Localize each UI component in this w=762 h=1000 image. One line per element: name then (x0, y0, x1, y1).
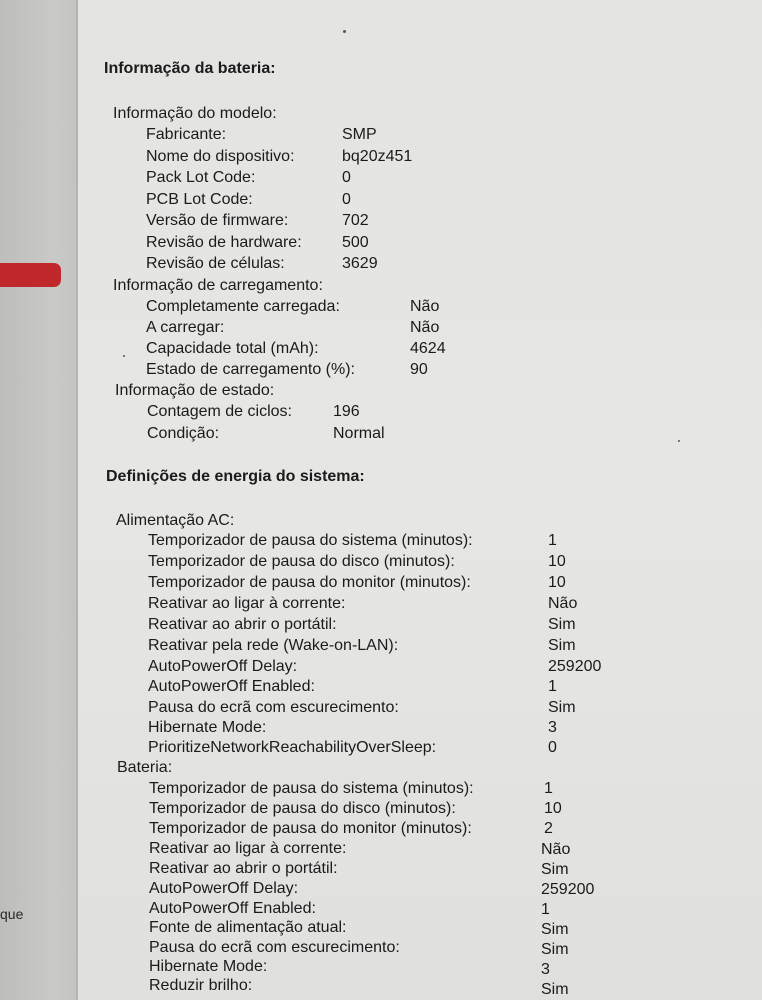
ac-item-value: 3 (548, 719, 557, 736)
battery-power-item-label: AutoPowerOff Enabled: (149, 900, 316, 917)
battery-power-label: Bateria: (117, 759, 173, 776)
battery-power-item-value: 1 (544, 780, 553, 797)
ac-item-label: AutoPowerOff Delay: (148, 658, 298, 675)
charge-item-value: 4624 (410, 340, 446, 357)
model-item-value: 0 (342, 169, 351, 186)
battery-power-item-value: Sim (541, 921, 569, 938)
model-item-value: 0 (342, 191, 351, 208)
ac-power-label: Alimentação AC: (116, 512, 235, 529)
ac-item-value: 1 (548, 532, 557, 549)
battery-power-item-label: Temporizador de pausa do disco (minutos): (149, 800, 456, 817)
sidebar-selected-item[interactable] (0, 263, 61, 287)
ac-item-label: AutoPowerOff Enabled: (148, 678, 315, 695)
charge-item-label: Capacidade total (mAh): (146, 340, 319, 357)
status-item-value: 196 (333, 403, 360, 420)
ac-item-label: Temporizador de pausa do sistema (minutos): (148, 532, 473, 549)
charge-item-value: Não (410, 319, 440, 336)
model-item-label: Revisão de hardware: (146, 234, 302, 251)
screen-speck (678, 440, 680, 442)
model-item-value: bq20z451 (342, 148, 413, 165)
ac-item-value: 1 (548, 678, 557, 695)
ac-item-label: PrioritizeNetworkReachabilityOverSleep: (148, 739, 437, 756)
charge-info-label: Informação de carregamento: (113, 277, 323, 294)
battery-power-item-label: Fonte de alimentação atual: (149, 919, 347, 936)
battery-power-item-value: 1 (541, 901, 550, 918)
ac-item-value: 259200 (548, 658, 602, 675)
ac-item-value: Não (548, 595, 578, 612)
model-item-value: SMP (342, 126, 377, 143)
ac-item-value: Sim (548, 616, 576, 633)
ac-item-value: Sim (548, 699, 576, 716)
ac-item-value: 10 (548, 553, 566, 570)
screen-speck (343, 30, 346, 33)
ac-item-label: Reativar pela rede (Wake-on-LAN): (148, 637, 399, 654)
model-item-label: Revisão de células: (146, 255, 285, 272)
screen-speck (123, 355, 125, 357)
charge-item-label: Estado de carregamento (%): (146, 361, 355, 378)
status-item-label: Condição: (147, 425, 220, 442)
battery-power-item-value: 2 (544, 820, 553, 837)
battery-power-item-label: Reativar ao abrir o portátil: (149, 860, 338, 877)
ac-item-label: Reativar ao abrir o portátil: (148, 616, 337, 633)
battery-power-item-value: 3 (541, 961, 550, 978)
model-item-label: Fabricante: (146, 126, 227, 143)
model-item-value: 500 (342, 234, 369, 251)
sidebar (0, 0, 78, 1000)
charge-item-label: A carregar: (146, 319, 225, 336)
status-item-value: Normal (333, 425, 385, 442)
battery-power-item-value: 259200 (541, 881, 595, 898)
battery-power-item-value: Sim (541, 861, 569, 878)
ac-item-label: Pausa do ecrã com escurecimento: (148, 699, 399, 716)
battery-power-item-label: Reativar ao ligar à corrente: (149, 840, 347, 857)
model-info-label: Informação do modelo: (113, 105, 277, 122)
battery-power-item-value: Não (541, 841, 571, 858)
ac-item-label: Temporizador de pausa do monitor (minutos): (148, 574, 471, 591)
ac-item-value: 0 (548, 739, 557, 756)
ac-item-value: 10 (548, 574, 566, 591)
status-info-label: Informação de estado: (115, 382, 275, 399)
power-settings-title: Definições de energia do sistema: (106, 468, 365, 485)
model-item-label: PCB Lot Code: (146, 191, 253, 208)
charge-item-value: Não (410, 298, 440, 315)
model-item-label: Nome do dispositivo: (146, 148, 295, 165)
status-item-label: Contagem de ciclos: (147, 403, 292, 420)
charge-item-value: 90 (410, 361, 428, 378)
battery-power-item-label: AutoPowerOff Delay: (149, 880, 299, 897)
battery-power-item-label: Temporizador de pausa do monitor (minutos): (149, 820, 472, 837)
ac-item-value: Sim (548, 637, 576, 654)
model-item-label: Versão de firmware: (146, 212, 289, 229)
battery-power-item-value: Sim (541, 941, 569, 958)
ac-item-label: Hibernate Mode: (148, 719, 267, 736)
battery-power-item-label: Temporizador de pausa do sistema (minutos): (149, 780, 474, 797)
battery-power-item-label: Reduzir brilho: (149, 977, 253, 994)
model-item-label: Pack Lot Code: (146, 169, 256, 186)
ac-item-label: Temporizador de pausa do disco (minutos): (148, 553, 455, 570)
model-item-value: 3629 (342, 255, 378, 272)
model-item-value: 702 (342, 212, 369, 229)
charge-item-label: Completamente carregada: (146, 298, 340, 315)
sidebar-item-label[interactable]: que (0, 906, 24, 922)
ac-item-label: Reativar ao ligar à corrente: (148, 595, 346, 612)
battery-power-item-label: Hibernate Mode: (149, 958, 268, 975)
battery-power-item-label: Pausa do ecrã com escurecimento: (149, 939, 400, 956)
battery-power-item-value: 10 (544, 800, 562, 817)
battery-power-item-value: Sim (541, 981, 569, 998)
battery-info-title: Informação da bateria: (104, 60, 276, 77)
